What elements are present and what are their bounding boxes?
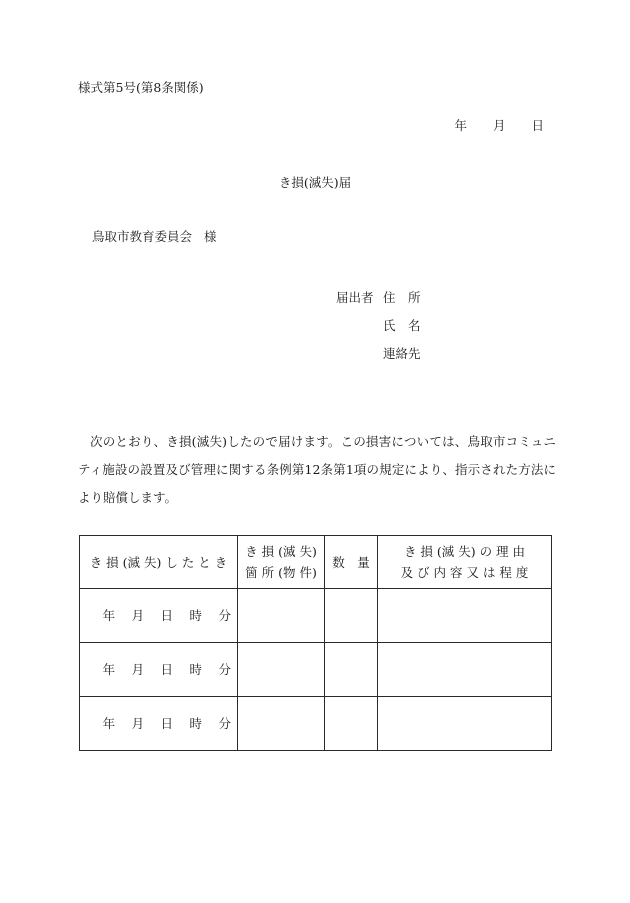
reason-cell[interactable] (378, 643, 552, 697)
location-cell[interactable] (238, 697, 325, 751)
date-month: 月 (492, 118, 506, 133)
table-row (80, 643, 552, 697)
date-day: 日 (531, 118, 544, 133)
header-when: き 損 (滅 失) し た と き (80, 536, 238, 589)
quantity-cell[interactable] (325, 697, 378, 751)
table-header-row (80, 536, 552, 589)
body-text: 次のとおり、き損(滅失)したので届けます。この損害については、鳥取市コミュニティ施設の設置及び管理に関する条例第12条第1項の規定により、指示された方法により賠償します。 (78, 434, 556, 505)
document-title: き損(滅失)届 (278, 175, 352, 190)
date-line (454, 120, 544, 133)
location-cell[interactable] (238, 589, 325, 643)
table-row (80, 589, 552, 643)
time-cell[interactable]: 年 月 日 時 分 (80, 643, 238, 697)
contact-label: 連絡先 (383, 346, 421, 361)
address-label: 住 所 (383, 290, 421, 305)
report-table (79, 535, 552, 751)
reason-cell[interactable] (378, 589, 552, 643)
date-year: 年 (454, 118, 467, 133)
addressee (92, 231, 217, 244)
header-location: き 損 (滅 失) 箇 所 (物 件) (238, 536, 325, 589)
time-cell[interactable]: 年 月 日 時 分 (80, 589, 238, 643)
reason-cell[interactable] (378, 697, 552, 751)
header-quantity: 数 量 (325, 536, 378, 589)
applicant-label: 届出者 (336, 290, 374, 305)
addressee-name: 鳥取市教育委員会 (92, 229, 193, 244)
time-cell[interactable]: 年 月 日 時 分 (80, 697, 238, 751)
addressee-honorific: 様 (204, 229, 217, 244)
form-number: 様式第5号(第8条関係) (78, 80, 204, 95)
header-reason: き 損 (滅 失) の 理 由 及 び 内 容 又 は 程 度 (378, 536, 552, 589)
table-row (80, 697, 552, 751)
location-cell[interactable] (238, 643, 325, 697)
quantity-cell[interactable] (325, 643, 378, 697)
name-label: 氏 名 (383, 318, 421, 333)
quantity-cell[interactable] (325, 589, 378, 643)
